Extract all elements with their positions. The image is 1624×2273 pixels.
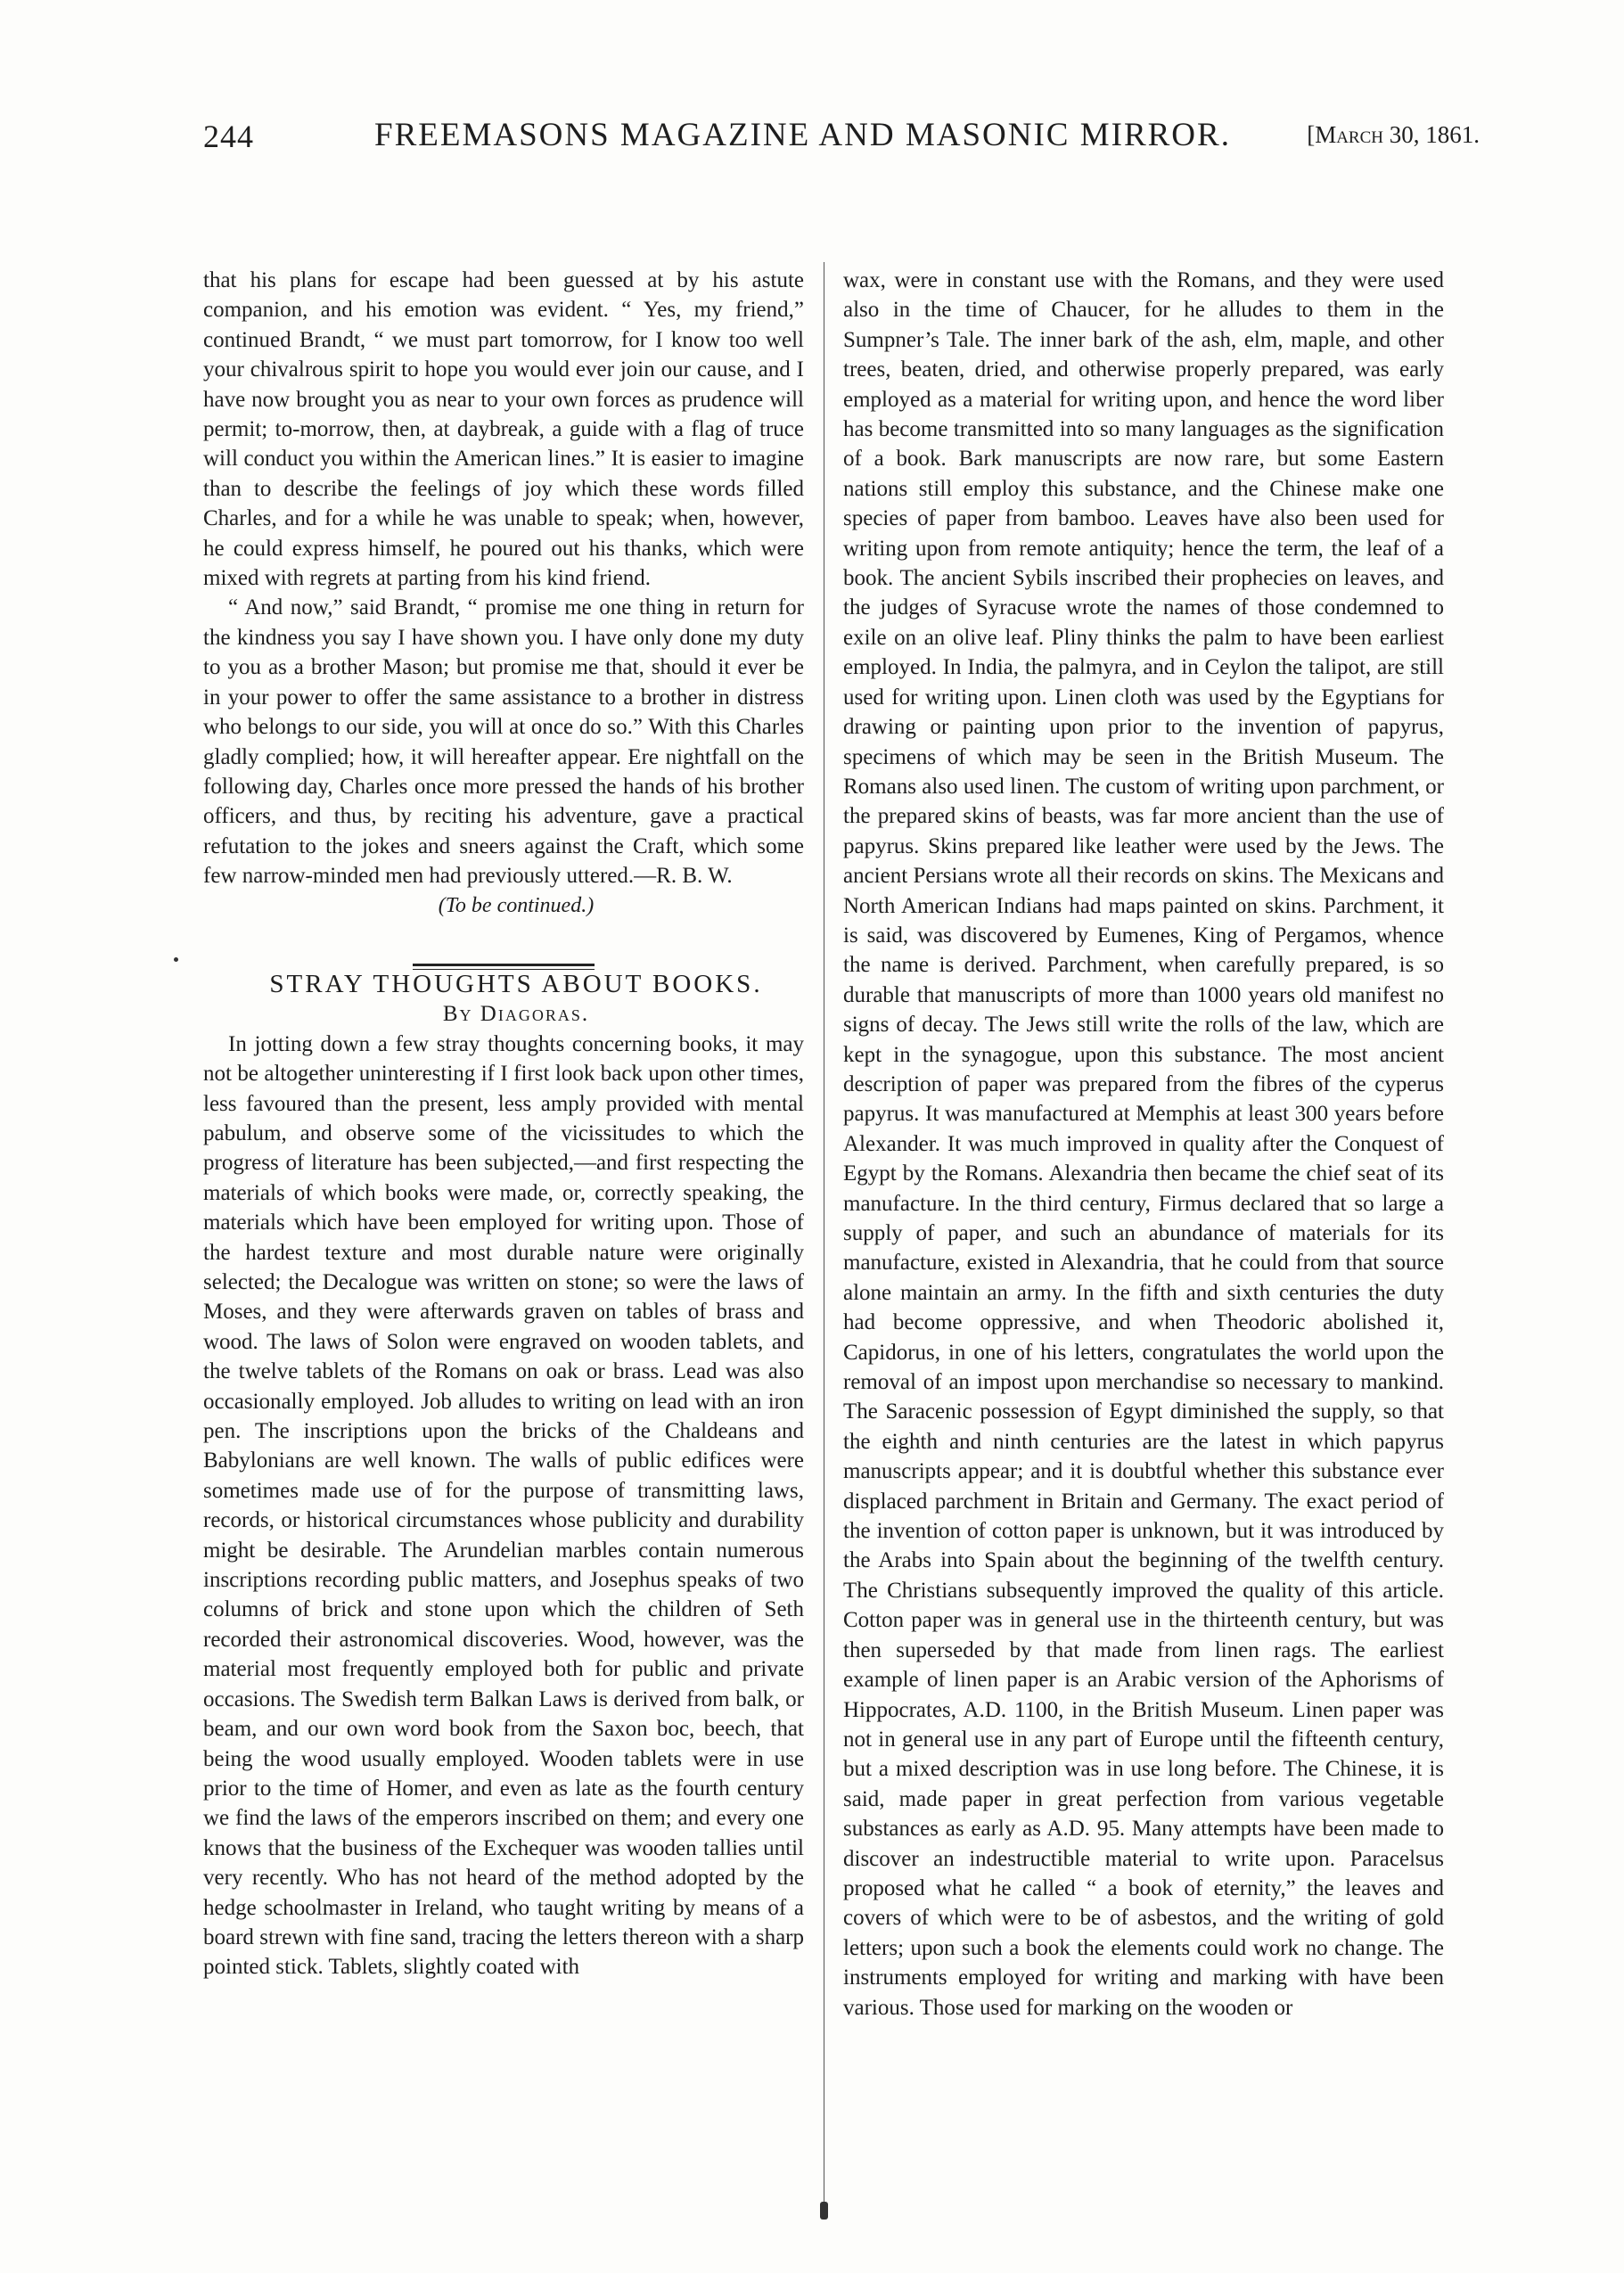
continued-note: (To be continued.) <box>438 893 595 917</box>
article-byline: By Diagoras. <box>442 1002 590 1027</box>
article-title: STRAY THOUGHTS ABOUT BOOKS. <box>269 969 763 998</box>
column-rule-end-mark <box>820 2202 828 2220</box>
page-number: 244 <box>203 119 254 154</box>
left-column <box>203 266 804 1982</box>
margin-mark <box>174 957 178 962</box>
article-paragraph: In jotting down a few stray thoughts concerning books, it may not be altogether uninteresting if I first look back upon other times, less favoured than the present, less amply provided with mental pabulum, and observe some of the vicissitudes to which the progress of literature has been subjected,—and first respecting the materials of which books were made, or, correctly speaking, the materials which have been employed for writing upon. Those of the hardest texture and most durable nature were originally selected; the Decalogue was written on stone; so were the laws of Moses, and they were afterwards graven on tables of brass and wood. The laws of Solon were engraved on wooden tablets, and the twelve tablets of the Romans on oak or brass. Lead was also occasionally employed. Job alludes to writing on lead with an iron pen. The inscriptions upon the bricks of the Chaldeans and Babylonians are well known. The walls of public edifices were sometimes made use of for the purpose of transmitting laws, records, or historical circumstances whose publicity and durability might be desirable. The Arundelian marbles contain numerous inscriptions recording public matters, and Josephus speaks of two columns of brick and stone upon which the children of Seth recorded their astronomical discoveries. Wood, however, was the material most frequently employed both for public and private occasions. The Swedish term Balkan Laws is derived from balk, or beam, and our own word book from the Saxon boc, beech, that being the wood usually employed. Wooden tablets were in use prior to the time of Homer, and even as late as the fourth century we find the laws of the emperors inscribed on them; and every one knows that the business of the Exchequer was wooden tallies until very recently. Who has not heard of the method adopted by the hedge schoolmaster in Ireland, who taught writing by means of a board strewn with fine sand, tracing the letters thereon with a sharp pointed stick. Tablets, slightly coated with <box>203 1031 804 1980</box>
right-column <box>843 266 1444 2023</box>
story-paragraph: “ And now,” said Brandt, “ promise me one thing in return for the kindness you say I have shown you. I have only done my duty to you as a brother Mason; but promise me that, should it ever be in your power to offer the same assistance to a brother in distress who belongs to our side, you will at once do so.” With this Charles gladly complied; how, it will hereafter appear. Ere nightfall on the following day, Charles once more pressed the hands of his brother officers, and thus, by reciting his adventure, gave a practical refutation to the jokes and sneers against the Craft, which some few narrow-minded men had previously uttered.—R. B. W. <box>203 595 804 889</box>
running-title: FREEMASONS MAGAZINE AND MASONIC MIRROR. <box>374 117 1231 153</box>
page-header <box>203 114 1480 168</box>
story-paragraph: that his plans for escape had been guessed at by his astute companion, and his emotion was evident. “ Yes, my friend,” continued Brandt, “ we must part tomorrow, for I know too well your chivalrous spirit to hope you would ever join our cause, and I have now brought you as near to your own forces as prudence will permit; to-morrow, then, at daybreak, a guide with a flag of truce will conduct you within the American lines.” It is easier to imagine than to describe the feelings of joy which these words filled Charles, and for a while he was unable to speak; when, however, he could express himself, he poured out his thanks, which were mixed with regrets at parting from his kind friend. <box>203 268 804 591</box>
section-divider <box>413 964 595 970</box>
issue-date: [March 30, 1861. <box>1307 121 1480 148</box>
article-paragraph: wax, were in constant use with the Romans, and they were used also in the time of Chaucer, for he alludes to them in the Sumpner’s Tale. The inner bark of the ash, elm, maple, and other trees, beaten, dried, and otherwise properly prepared, was early employed as a material for writing upon, and hence the word liber has become transmitted into so many languages as the signification of a book. Bark manuscripts are now rare, but some Eastern nations still employ this substance, and the Chinese make one species of paper from bamboo. Leaves have also been used for writing upon from remote antiquity; hence the term, the leaf of a book. The ancient Sybils inscribed their prophecies on leaves, and the judges of Syracuse wrote the names of those condemned to exile on an olive leaf. Pliny thinks the palm to have been earliest employed. In India, the palmyra, and in Ceylon the talipot, are still used for writing upon. Linen cloth was used by the Egyptians for drawing or painting upon prior to the invention of papyrus, specimens of which may be seen in the British Museum. The Romans also used linen. The custom of writing upon parchment, or the prepared skins of beasts, was far more ancient than the use of papyrus. Skins prepared like leather were used by the Jews. The ancient Persians wrote all their records on skins. The Mexicans and North American Indians had maps painted on skins. Parchment, it is said, was discovered by Eumenes, King of Pergamos, whence the name is derived. Parchment, when carefully prepared, is so durable that manuscripts of more than 1000 years old manifest no signs of decay. The Jews still write the rolls of the law, which are kept in the synagogue, upon this substance. The most ancient description of paper was prepared from the fibres of the cyperus papyrus. It was manufactured at Memphis at least 300 years before Alexander. It was much improved in quality after the Conquest of Egypt by the Romans. Alexandria then became the chief seat of its manufacture. In the third century, Firmus declared that so large a supply of paper, and such an abundance of materials for its manufacture, existed in Alexandria, that he could from that source alone maintain an army. In the fifth and sixth centuries the duty had become oppressive, and when Theodoric abolished it, Capidorus, in one of his letters, congratulates the world upon the removal of an impost upon merchandise so necessary to mankind. The Saracenic possession of Egypt diminished the supply, so that the eighth and ninth centuries are the latest in which papyrus manuscripts appear; and it is doubtful whether this substance ever displaced parchment in Britain and Germany. The exact period of the invention of cotton paper is unknown, but it was introduced by the Arabs into Spain about the beginning of the twelfth century. The Christians subsequently improved the quality of this article. Cotton paper was in general use in the thirteenth century, but was then superseded by that made from linen rags. The earliest example of linen paper is an Arabic version of the Aphorisms of Hippocrates, A.D. 1100, in the British Museum. Linen paper was not in general use in any part of Europe until the fifteenth century, but a mixed description was in use long before. The Chinese, it is said, made paper in great perfection from various vegetable substances as early as A.D. 95. Many attempts have been made to discover an indestructible material to write upon. Paracelsus proposed what he called “ a book of eternity,” the leaves and covers of which were to be of asbestos, and the writing of gold letters; upon such a book the elements could work no change. The instruments employed for writing and marking with have been various. Those used for marking on the wooden or <box>843 268 1444 2020</box>
